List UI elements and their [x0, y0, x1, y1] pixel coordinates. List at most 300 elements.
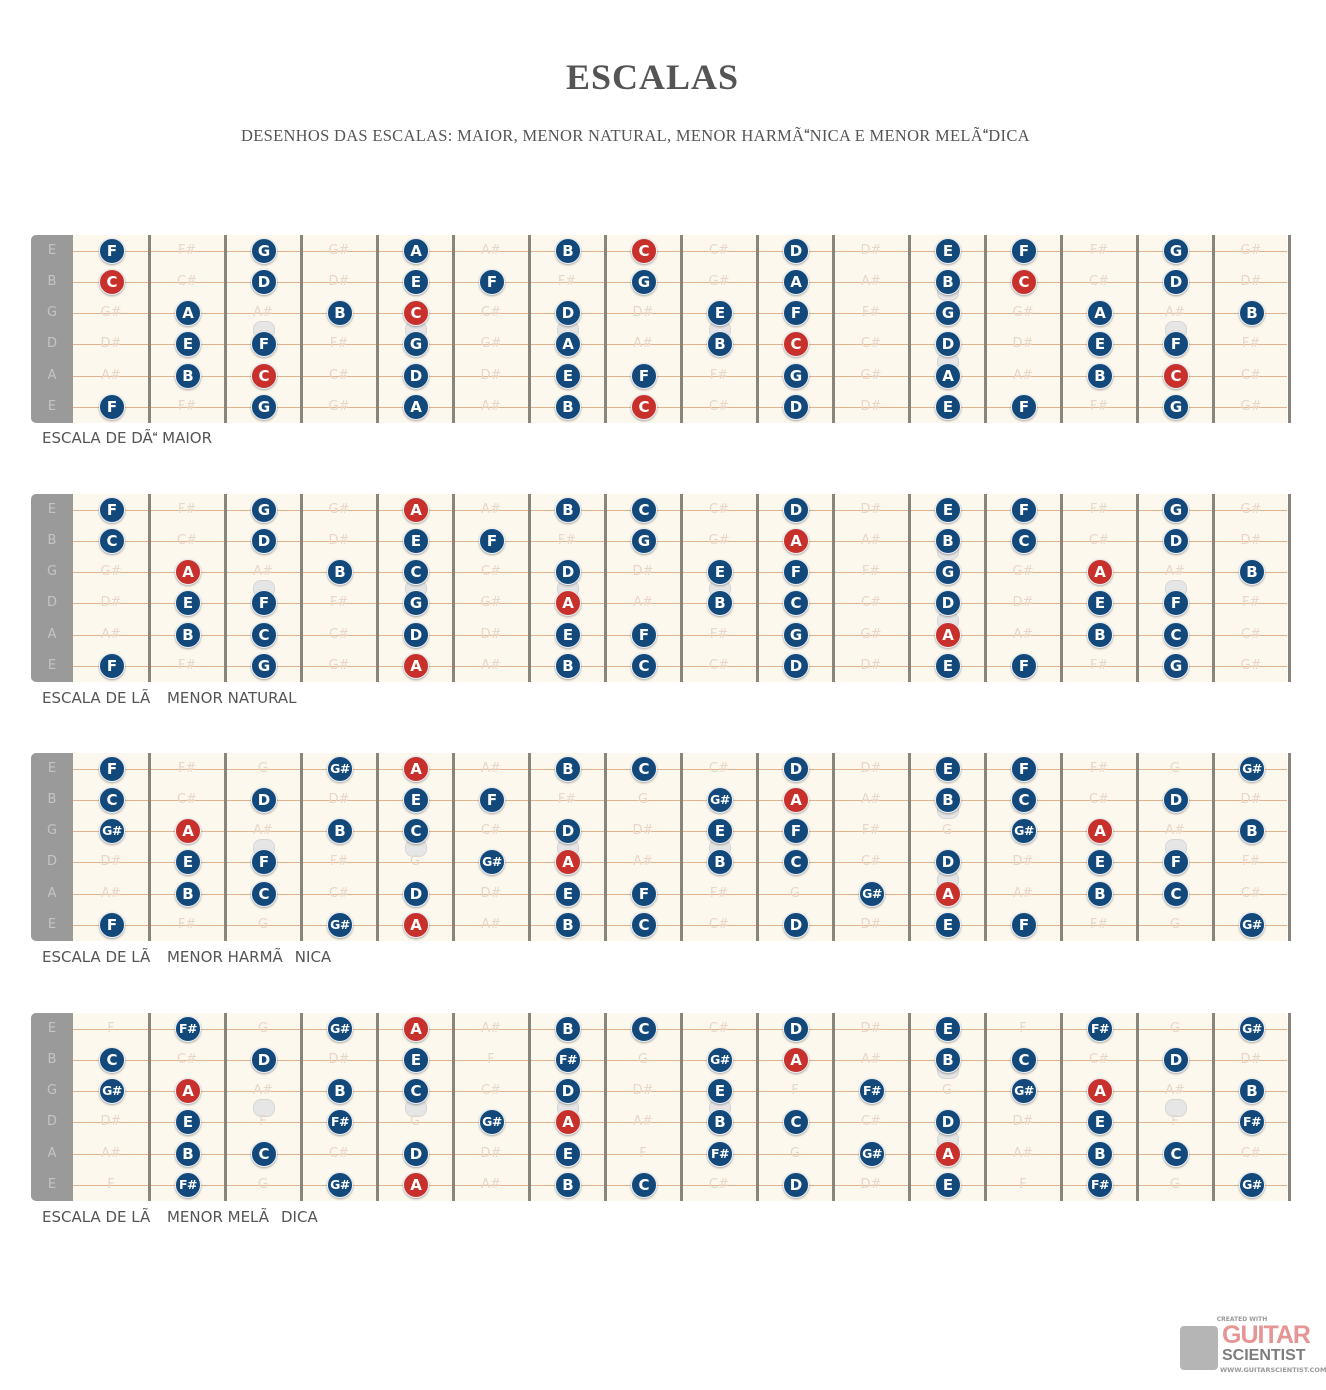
scale-note-marker: G — [783, 622, 809, 648]
open-string-label: B — [47, 792, 57, 807]
fret-wire — [1136, 235, 1139, 423]
scale-note-marker: B — [175, 622, 201, 648]
fret-wire — [148, 1013, 151, 1201]
fret-note-label: F# — [177, 399, 197, 414]
scale-note-marker: D — [783, 394, 809, 420]
scale-note-marker: E — [1087, 331, 1113, 357]
fret-note-label: G — [637, 792, 649, 807]
root-note-marker: A — [403, 1016, 429, 1042]
fretboard-nut — [31, 1013, 73, 1201]
fret-wire — [452, 494, 455, 682]
fret-note-label: D# — [100, 854, 122, 869]
scale-note-marker: B — [935, 528, 961, 554]
fret-wire — [832, 1013, 835, 1201]
scale-note-marker: G# — [1239, 912, 1265, 938]
scale-note-marker: E — [935, 1016, 961, 1042]
fret-wire — [832, 494, 835, 682]
scale-note-marker: D — [555, 559, 581, 585]
scale-note-marker: B — [1087, 1141, 1113, 1167]
logo-created-with: CREATED WITH — [1216, 1316, 1268, 1323]
fret-note-label: D# — [860, 243, 882, 258]
fret-note-label: G# — [708, 274, 730, 289]
fretboard — [31, 494, 1287, 682]
scale-note-marker: G# — [479, 1109, 505, 1135]
fret-note-label: F# — [557, 533, 577, 548]
fret-note-label: F# — [1241, 336, 1261, 351]
scale-note-marker: B — [935, 787, 961, 813]
scale-note-marker: F — [99, 653, 125, 679]
scale-note-marker: E — [707, 818, 733, 844]
fret-note-label: F# — [329, 595, 349, 610]
root-note-marker: A — [403, 756, 429, 782]
scale-note-marker: F — [479, 269, 505, 295]
fret-wire — [1212, 1013, 1215, 1201]
fret-note-label: C# — [709, 399, 729, 414]
scale-note-marker: A — [403, 238, 429, 264]
fret-wire — [984, 494, 987, 682]
fret-note-label: D# — [1012, 336, 1034, 351]
scale-note-marker: B — [175, 881, 201, 907]
fret-note-label: A# — [101, 886, 121, 901]
scale-note-marker: D — [251, 1047, 277, 1073]
fret-note-label: C# — [1241, 627, 1261, 642]
fret-note-label: D# — [1240, 1052, 1262, 1067]
fret-note-label: C# — [861, 854, 881, 869]
fret-note-label: D# — [860, 658, 882, 673]
scale-note-marker: C — [99, 787, 125, 813]
scale-note-marker: D — [555, 1078, 581, 1104]
fret-wire — [1212, 494, 1215, 682]
root-note-marker: A — [1087, 559, 1113, 585]
root-note-marker: C — [783, 331, 809, 357]
scale-note-marker: D — [555, 300, 581, 326]
scale-note-marker: E — [935, 394, 961, 420]
fret-note-label: A# — [101, 368, 121, 383]
fret-note-label: F — [1171, 1114, 1179, 1129]
scale-note-marker: B — [555, 394, 581, 420]
logo-site: WWW.GUITARSCIENTIST.COM — [1220, 1366, 1326, 1374]
scale-note-marker: F — [479, 787, 505, 813]
scale-note-marker: D — [935, 1109, 961, 1135]
open-string-label: A — [47, 368, 57, 383]
scale-note-marker: E — [1087, 1109, 1113, 1135]
fret-note-label: G — [941, 1083, 953, 1098]
scale-note-marker: A — [555, 331, 581, 357]
scale-note-marker: E — [707, 300, 733, 326]
scale-note-marker: B — [555, 653, 581, 679]
fret-note-label: C# — [1241, 1146, 1261, 1161]
fret-note-label: A# — [481, 399, 501, 414]
scale-note-marker: E — [403, 1047, 429, 1073]
scale-note-marker: G — [783, 363, 809, 389]
fret-wire — [832, 753, 835, 941]
scale-note-marker: F# — [175, 1172, 201, 1198]
fret-note-label: F# — [1089, 658, 1109, 673]
fretboard — [31, 753, 1287, 941]
fret-wire — [300, 1013, 303, 1201]
scale-note-marker: B — [1087, 881, 1113, 907]
scale-note-marker: B — [327, 300, 353, 326]
scale-note-marker: B — [555, 1016, 581, 1042]
scale-note-marker: B — [935, 269, 961, 295]
fret-note-label: F — [791, 1083, 799, 1098]
scale-note-marker: C — [403, 1078, 429, 1104]
fret-note-label: C# — [481, 1083, 501, 1098]
scale-note-marker: B — [1239, 300, 1265, 326]
open-string-label: D — [46, 336, 57, 351]
fret-wire — [1288, 235, 1291, 423]
fret-note-label: G# — [100, 564, 122, 579]
fret-note-label: F# — [709, 627, 729, 642]
fret-wire — [528, 1013, 531, 1201]
fret-note-label: G — [1169, 1021, 1181, 1036]
fret-note-label: G — [257, 1021, 269, 1036]
scale-note-marker: F — [783, 300, 809, 326]
fret-note-label: G# — [100, 305, 122, 320]
scale-note-marker: D — [251, 528, 277, 554]
fret-note-label: F — [259, 1114, 267, 1129]
scale-note-marker: C — [631, 497, 657, 523]
scale-note-marker: G# — [327, 912, 353, 938]
scale-caption: ESCALA DE LÃ MENOR HARMÃNICA — [42, 948, 332, 966]
scale-note-marker: G — [1163, 394, 1189, 420]
fret-wire — [300, 235, 303, 423]
fret-note-label: C# — [1089, 274, 1109, 289]
fret-note-label: F# — [557, 274, 577, 289]
fret-note-label: A# — [481, 1021, 501, 1036]
scale-note-marker: D — [403, 881, 429, 907]
fret-note-label: G — [789, 1146, 801, 1161]
scale-note-marker: C — [783, 849, 809, 875]
fret-note-label: A# — [481, 761, 501, 776]
fret-note-label: C# — [481, 823, 501, 838]
fret-note-label: G# — [328, 502, 350, 517]
fret-wire — [604, 494, 607, 682]
root-note-marker: A — [935, 622, 961, 648]
fret-note-label: D# — [100, 336, 122, 351]
open-string-label: A — [47, 1146, 57, 1161]
fret-note-label: G# — [860, 627, 882, 642]
fret-note-label: A# — [1165, 1083, 1185, 1098]
open-string-label: E — [47, 243, 57, 258]
scale-note-marker: B — [707, 331, 733, 357]
scale-note-marker: D — [783, 238, 809, 264]
fret-note-label: C# — [481, 564, 501, 579]
fret-note-label: A# — [481, 502, 501, 517]
fret-wire — [1136, 753, 1139, 941]
scale-note-marker: D — [783, 653, 809, 679]
scale-note-marker: F — [1011, 912, 1037, 938]
scale-note-marker: C — [403, 559, 429, 585]
scale-note-marker: F — [99, 238, 125, 264]
fret-note-label: C# — [1241, 886, 1261, 901]
open-string-label: G — [46, 823, 58, 838]
scale-note-marker: D — [935, 590, 961, 616]
fret-note-label: G# — [328, 399, 350, 414]
scale-note-marker: G# — [1239, 1172, 1265, 1198]
scale-note-marker: F# — [707, 1141, 733, 1167]
fret-wire — [148, 494, 151, 682]
scale-note-marker: B — [327, 1078, 353, 1104]
fret-note-label: F — [107, 1021, 115, 1036]
fret-note-label: D# — [480, 627, 502, 642]
scale-note-marker: G# — [1239, 1016, 1265, 1042]
fret-note-label: C# — [481, 305, 501, 320]
root-note-marker: A — [175, 1078, 201, 1104]
fret-wire — [376, 494, 379, 682]
fret-wire — [224, 235, 227, 423]
scale-note-marker: F# — [1087, 1172, 1113, 1198]
scale-note-marker: B — [1087, 363, 1113, 389]
fret-note-label: C# — [709, 1021, 729, 1036]
fret-wire — [376, 1013, 379, 1201]
open-string-label: D — [46, 1114, 57, 1129]
scale-note-marker: D — [403, 622, 429, 648]
fret-note-label: F# — [329, 336, 349, 351]
fret-wire — [452, 235, 455, 423]
scale-note-marker: E — [175, 590, 201, 616]
scale-note-marker: F — [1011, 653, 1037, 679]
fret-wire — [1060, 235, 1063, 423]
scale-note-marker: C — [1011, 1047, 1037, 1073]
fret-note-label: F# — [177, 658, 197, 673]
fret-wire — [984, 1013, 987, 1201]
fret-note-label: C# — [177, 533, 197, 548]
scale-note-marker: F — [1163, 590, 1189, 616]
scale-note-marker: G# — [707, 1047, 733, 1073]
fret-note-label: G — [1169, 917, 1181, 932]
fret-note-label: F — [107, 1177, 115, 1192]
fret-wire — [680, 494, 683, 682]
scale-note-marker: G — [251, 394, 277, 420]
fret-wire — [756, 753, 759, 941]
scale-note-marker: C — [1163, 881, 1189, 907]
fret-note-label: C# — [709, 658, 729, 673]
scale-note-marker: A — [175, 300, 201, 326]
scale-note-marker: E — [935, 1172, 961, 1198]
fret-wire — [984, 235, 987, 423]
fret-note-label: A# — [253, 823, 273, 838]
root-note-marker: A — [1087, 1078, 1113, 1104]
fret-note-label: C# — [329, 1146, 349, 1161]
scale-note-marker: A — [403, 394, 429, 420]
open-string-label: B — [47, 533, 57, 548]
fretboard — [31, 235, 1287, 423]
scale-note-marker: E — [935, 497, 961, 523]
fret-note-label: F — [1019, 1177, 1027, 1192]
open-string-label: E — [47, 658, 57, 673]
root-note-marker: A — [935, 881, 961, 907]
scale-note-marker: D — [555, 818, 581, 844]
scale-note-marker: B — [555, 1172, 581, 1198]
scale-note-marker: D — [251, 269, 277, 295]
root-note-marker: A — [555, 1109, 581, 1135]
scale-note-marker: F# — [1239, 1109, 1265, 1135]
scale-note-marker: D — [1163, 787, 1189, 813]
scale-note-marker: C — [1011, 528, 1037, 554]
fret-note-label: A# — [481, 1177, 501, 1192]
fret-wire — [832, 235, 835, 423]
fret-note-label: A# — [1013, 886, 1033, 901]
scale-note-marker: E — [935, 238, 961, 264]
fret-note-label: D# — [632, 823, 654, 838]
fret-wire — [680, 1013, 683, 1201]
scale-note-marker: E — [707, 1078, 733, 1104]
fret-note-label: D# — [1240, 792, 1262, 807]
scale-note-marker: E — [935, 756, 961, 782]
open-string-label: E — [47, 1177, 57, 1192]
fret-note-label: D# — [1012, 854, 1034, 869]
fret-note-label: D# — [860, 502, 882, 517]
fretboard-nut — [31, 753, 73, 941]
scale-note-marker: G# — [327, 756, 353, 782]
scale-note-marker: B — [327, 818, 353, 844]
fret-wire — [1288, 753, 1291, 941]
fret-note-label: G — [1169, 1177, 1181, 1192]
scale-note-marker: F — [1011, 756, 1037, 782]
scale-note-marker: D — [783, 1172, 809, 1198]
fret-wire — [908, 494, 911, 682]
fret-note-label: F# — [1089, 917, 1109, 932]
scale-note-marker: E — [1087, 590, 1113, 616]
fret-note-label: D# — [480, 886, 502, 901]
fret-note-label: C# — [861, 595, 881, 610]
scale-note-marker: F — [99, 912, 125, 938]
scale-note-marker: D — [783, 756, 809, 782]
fret-wire — [300, 753, 303, 941]
fret-note-label: G# — [1012, 564, 1034, 579]
scale-note-marker: G# — [99, 1078, 125, 1104]
scale-note-marker: D — [251, 787, 277, 813]
fret-note-label: F# — [709, 886, 729, 901]
scale-note-marker: D — [1163, 528, 1189, 554]
fret-note-label: G — [1169, 761, 1181, 776]
fret-note-label: D# — [328, 792, 350, 807]
scale-note-marker: B — [555, 912, 581, 938]
scale-note-marker: A — [783, 269, 809, 295]
fret-note-label: G# — [860, 368, 882, 383]
fret-note-label: D# — [1240, 533, 1262, 548]
scale-note-marker: F — [479, 528, 505, 554]
fret-note-label: D# — [480, 368, 502, 383]
scale-note-marker: F# — [859, 1078, 885, 1104]
fret-note-label: F# — [177, 502, 197, 517]
fret-wire — [908, 753, 911, 941]
scale-note-marker: F — [1163, 849, 1189, 875]
scale-note-marker: G# — [99, 818, 125, 844]
scale-note-marker: G — [403, 590, 429, 616]
fret-note-label: D# — [860, 917, 882, 932]
fret-wire — [604, 1013, 607, 1201]
scale-note-marker: F — [631, 881, 657, 907]
fret-note-label: C# — [177, 274, 197, 289]
fret-wire — [452, 753, 455, 941]
fret-note-label: G — [257, 761, 269, 776]
scale-note-marker: E — [555, 363, 581, 389]
fret-note-label: C# — [709, 761, 729, 776]
scale-note-marker: F — [251, 590, 277, 616]
fret-note-label: G# — [1240, 243, 1262, 258]
scale-note-marker: F — [1011, 497, 1037, 523]
fretboard-nut — [31, 494, 73, 682]
scale-note-marker: F — [783, 559, 809, 585]
root-note-marker: C — [251, 363, 277, 389]
root-note-marker: A — [1087, 818, 1113, 844]
scale-note-marker: C — [251, 1141, 277, 1167]
fret-note-label: C# — [329, 627, 349, 642]
scale-note-marker: B — [707, 849, 733, 875]
guitar-logo-icon — [1180, 1326, 1218, 1370]
open-string-label: B — [47, 1052, 57, 1067]
fret-note-label: F# — [1089, 399, 1109, 414]
fret-note-label: G — [257, 917, 269, 932]
fret-note-label: F# — [861, 564, 881, 579]
scale-note-marker: G# — [327, 1172, 353, 1198]
scale-note-marker: B — [707, 590, 733, 616]
scale-note-marker: C — [1163, 1141, 1189, 1167]
root-note-marker: A — [403, 912, 429, 938]
scale-note-marker: B — [555, 497, 581, 523]
fret-wire — [300, 494, 303, 682]
fret-note-label: F — [639, 1146, 647, 1161]
fret-note-label: G# — [480, 336, 502, 351]
scale-note-marker: D — [783, 1016, 809, 1042]
fret-wire — [908, 1013, 911, 1201]
fret-wire — [756, 1013, 759, 1201]
fret-note-label: C# — [709, 917, 729, 932]
fretboard — [31, 1013, 1287, 1201]
scale-note-marker: E — [403, 787, 429, 813]
fret-wire — [984, 753, 987, 941]
scale-note-marker: F — [251, 331, 277, 357]
fret-note-label: A# — [861, 533, 881, 548]
scale-note-marker: F# — [175, 1016, 201, 1042]
fret-note-label: A# — [1165, 305, 1185, 320]
scale-note-marker: D — [403, 1141, 429, 1167]
root-note-marker: A — [783, 528, 809, 554]
scale-note-marker: G# — [327, 1016, 353, 1042]
fret-note-label: G — [941, 823, 953, 838]
scale-note-marker: G — [403, 331, 429, 357]
open-string-label: E — [47, 761, 57, 776]
scale-note-marker: G# — [707, 787, 733, 813]
fret-note-label: C# — [709, 502, 729, 517]
root-note-marker: C — [99, 269, 125, 295]
scale-note-marker: C — [631, 1016, 657, 1042]
root-note-marker: A — [783, 787, 809, 813]
scale-note-marker: F — [1011, 238, 1037, 264]
fret-note-label: D# — [100, 595, 122, 610]
fret-wire — [1288, 1013, 1291, 1201]
scale-note-marker: B — [327, 559, 353, 585]
scale-note-marker: F# — [555, 1047, 581, 1073]
logo-guitar: GUITAR — [1222, 1321, 1310, 1349]
scale-note-marker: B — [175, 363, 201, 389]
fret-note-label: F# — [329, 854, 349, 869]
fret-note-label: D# — [328, 1052, 350, 1067]
fret-note-label: A# — [1165, 823, 1185, 838]
scale-note-marker: G — [1163, 497, 1189, 523]
fret-note-label: A# — [1013, 1146, 1033, 1161]
scale-note-marker: E — [403, 528, 429, 554]
fret-note-label: D# — [860, 1177, 882, 1192]
scale-note-marker: G — [251, 238, 277, 264]
open-string-label: D — [46, 854, 57, 869]
fret-note-label: A# — [1013, 627, 1033, 642]
fret-note-label: A# — [633, 854, 653, 869]
scale-note-marker: G — [251, 653, 277, 679]
scale-note-marker: C — [251, 622, 277, 648]
